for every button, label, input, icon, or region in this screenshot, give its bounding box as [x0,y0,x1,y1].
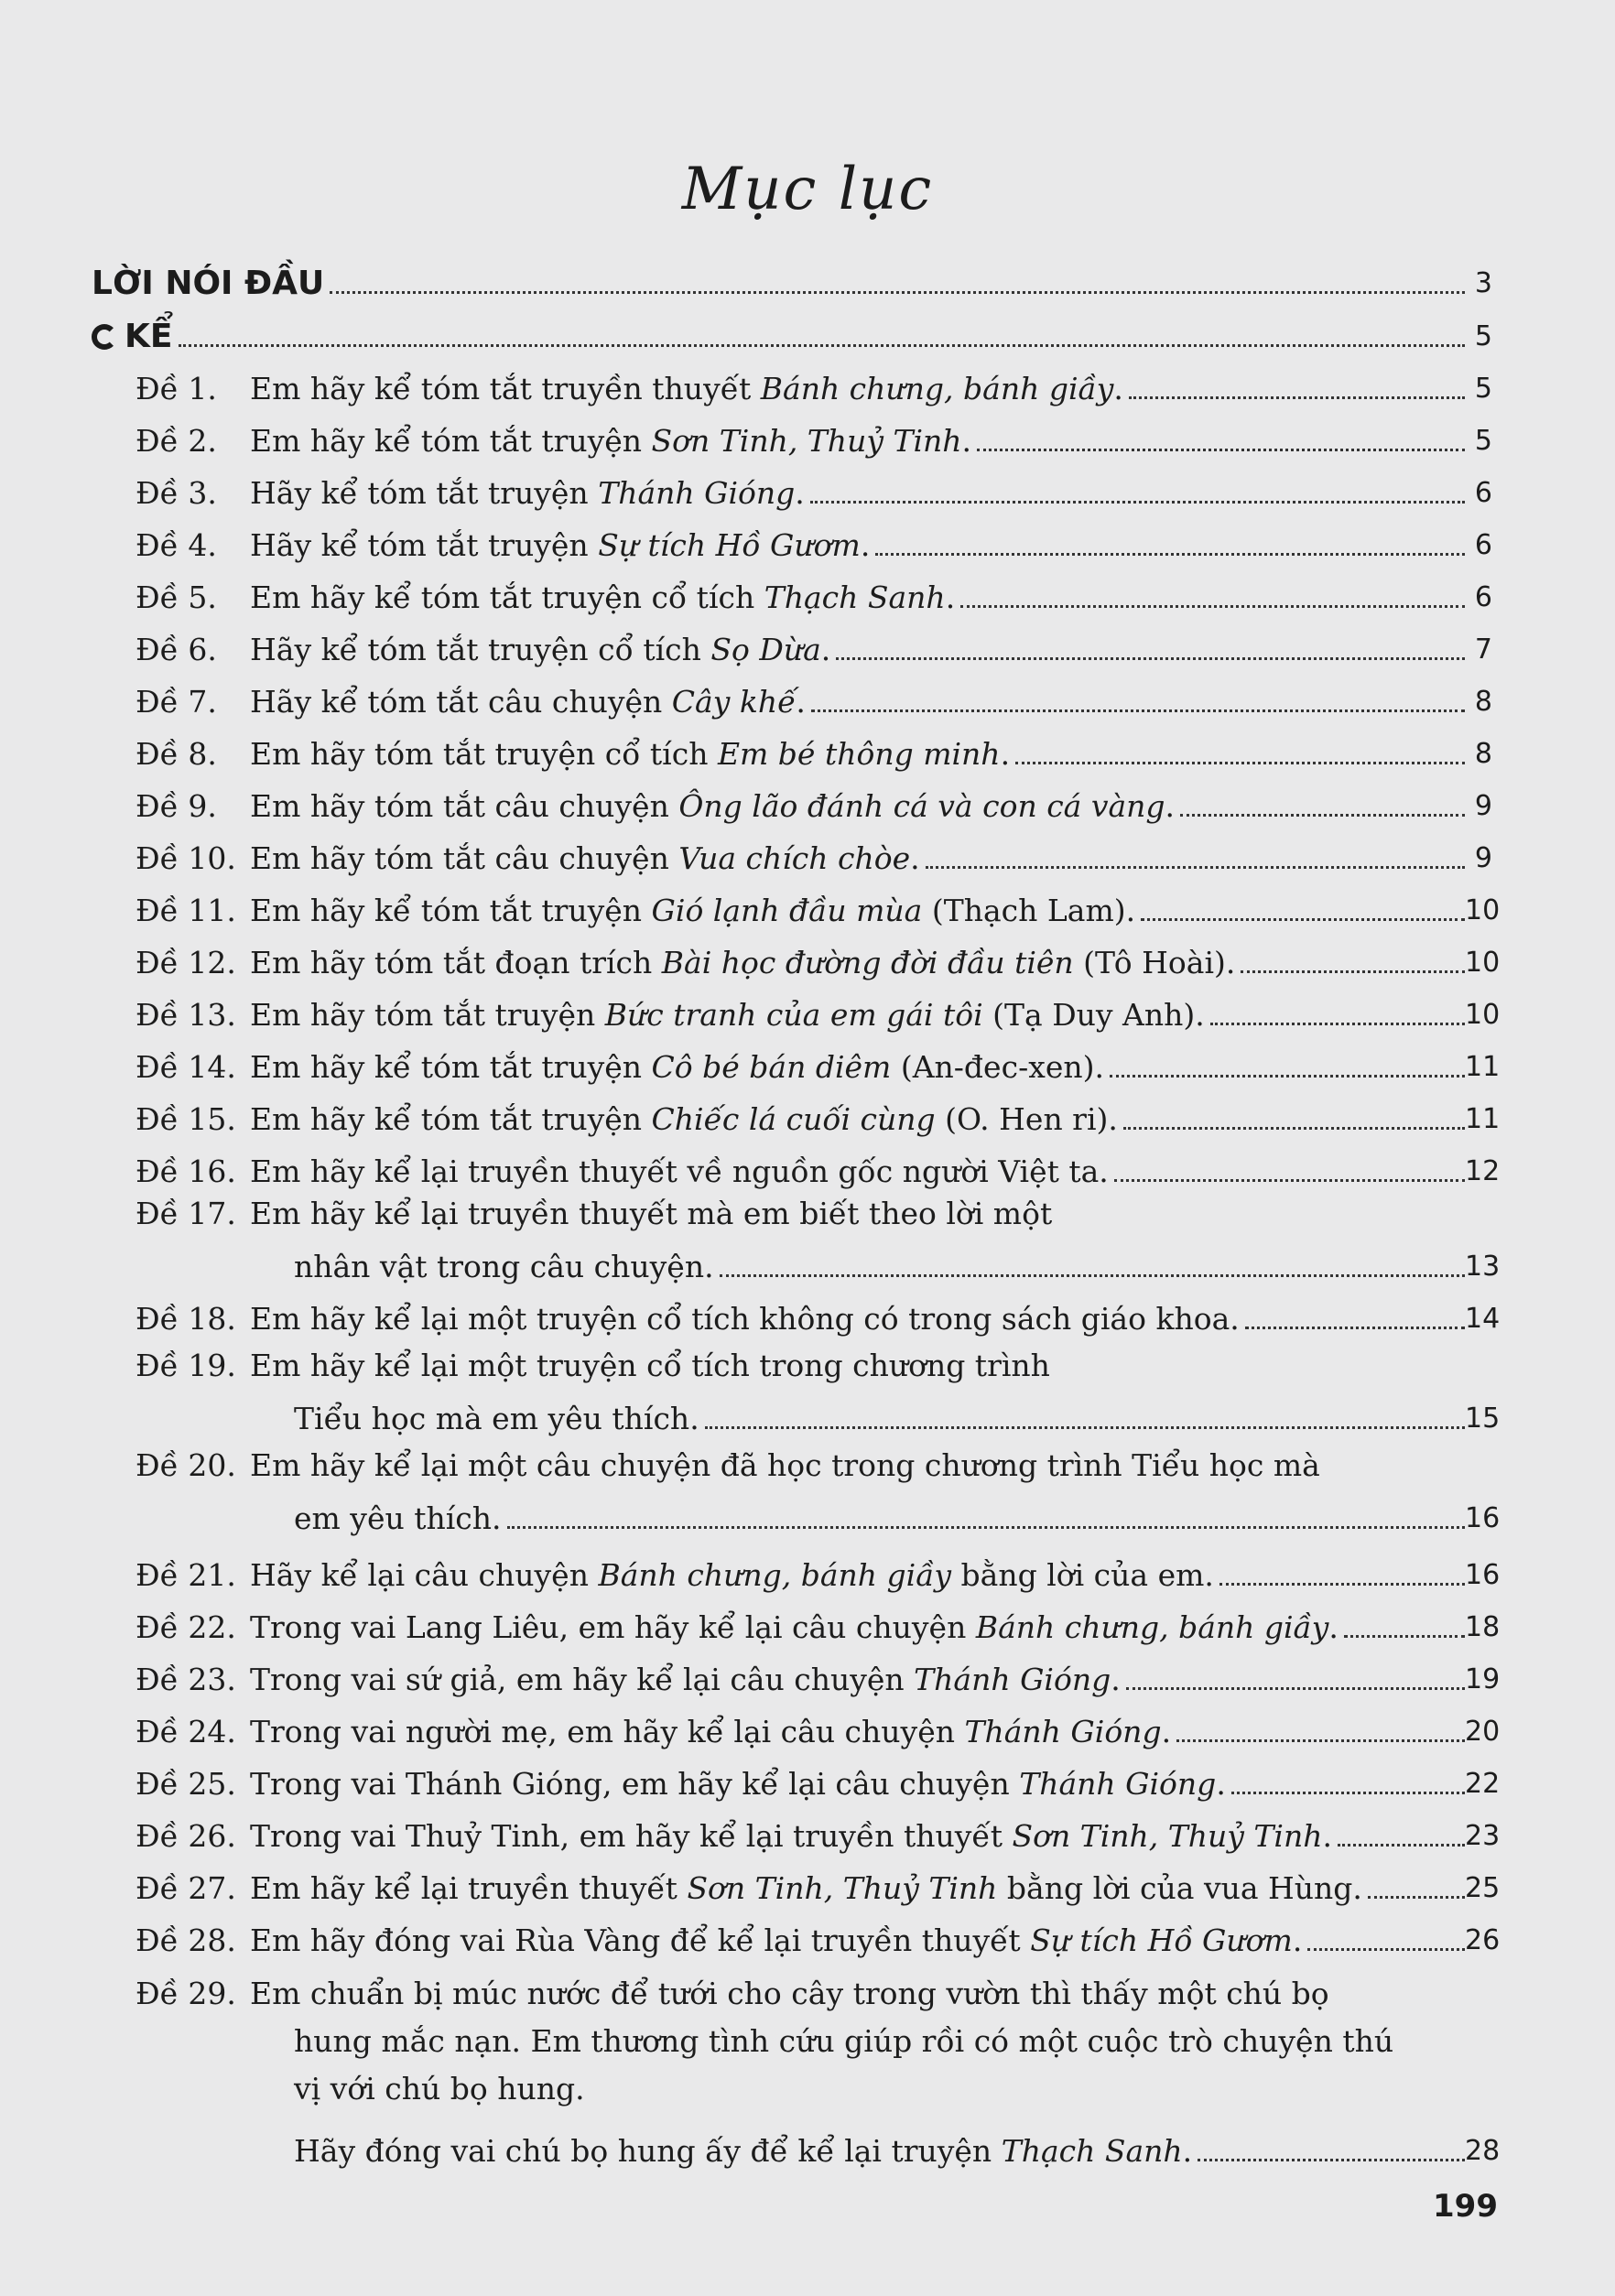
entry-title-italic: Bánh chưng, bánh giầy [760,371,1114,406]
entry-text-line: Em hãy kể lại một câu chuyện đã học trong chương trình Tiểu học mà [250,1447,1320,1483]
toc-page-number: 25 [1465,1872,1501,1904]
entry-title-italic: Bánh chưng, bánh giầy [975,1609,1329,1645]
toc-entry-23[interactable] [92,1646,1501,1698]
leader-dots [330,291,1465,294]
entry-text: Hãy kể tóm tắt truyện [250,475,599,511]
toc-entry-24[interactable] [92,1698,1501,1750]
entry-text: . [860,527,871,563]
entry-number: Đề 6. [135,632,217,667]
entry-number: Đề 9. [135,788,217,824]
toc-page-number: 15 [1465,1403,1501,1435]
toc-entry-8[interactable] [92,720,1492,773]
leader-dots [1344,1635,1465,1638]
leader-dots [1176,1739,1465,1742]
toc-page-number: 19 [1465,1663,1501,1695]
leader-dots [1338,1844,1465,1847]
entry-text: Hãy kể tóm tắt câu chuyện [250,684,672,720]
toc-entry-18[interactable] [92,1290,1501,1338]
entry-text: (An-đec-xen). [891,1049,1104,1085]
leader-dots [1307,1948,1465,1951]
leader-dots [705,1426,1465,1429]
entry-title-italic: Bức tranh của em gái tôi [604,997,983,1033]
entry-text: . [796,684,806,720]
entry-text: Em hãy kể tóm tắt truyện cổ tích [250,579,764,615]
entry-text: Em hãy kể lại truyền thuyết về nguồn gốc người Việt ta. [250,1153,1109,1189]
entry-title-italic: Thánh Gióng [1019,1766,1217,1802]
entry-text: Em hãy kể lại truyền thuyết [250,1870,688,1906]
entry-text: Em hãy kể tóm tắt truyện [250,423,652,459]
leader-dots [1180,814,1465,817]
entry-title-italic: Sơn Tinh, Thuỷ Tinh [1012,1818,1323,1854]
entry-text: Trong vai người mẹ, em hãy kể lại câu chuyện [250,1714,965,1749]
entry-text: Trong vai Thuỷ Tinh, em hãy kể lại truyền thuyết [250,1818,1013,1854]
entry-number: Đề 19. [135,1348,236,1383]
entry-number: Đề 20. [135,1447,236,1483]
entry-text: . [945,579,956,615]
leader-dots [179,344,1466,347]
toc-entry-22[interactable] [92,1594,1501,1646]
entry-text: . [795,475,805,511]
entry-title-italic: Vua chích chòe [678,840,911,876]
entry-title-italic: Cây khế [671,684,797,720]
toc-page-number: 22 [1465,1768,1501,1800]
entry-text-line: nhân vật trong câu chuyện. [294,1249,714,1284]
entry-number: Đề 17. [135,1196,236,1231]
toc-page-number: 28 [1465,2135,1501,2167]
toc-entry-16[interactable] [92,1138,1501,1190]
entry-title-italic: Gió lạnh đầu mùa [651,893,923,928]
entry-number: Đề 13. [135,997,236,1033]
toc-page-number: 5 [1474,373,1492,405]
entry-title-italic: Ông lão đánh cá và con cá vàng [678,788,1165,824]
entry-text-line: Tiểu học mà em yêu thích. [294,1401,699,1436]
leader-dots [960,605,1465,608]
toc-page-number: 8 [1474,686,1492,718]
toc-entry-20[interactable] [92,1442,1501,1537]
toc-label: KỂ [125,318,173,355]
leader-dots [836,657,1465,660]
toc-page-number: 20 [1465,1716,1501,1748]
toc-page-number: 9 [1474,842,1492,874]
entry-text: . [1000,736,1011,772]
entry-text: . [820,632,831,667]
entry-text: (Thạch Lam). [922,893,1136,928]
toc-entry-12[interactable] [92,929,1501,981]
leader-dots [875,553,1465,556]
toc-page-number: 14 [1465,1303,1501,1335]
toc-entry-28[interactable] [92,1907,1501,1959]
entry-text: . [1328,1609,1339,1645]
toc-entry-29[interactable] [92,1970,1501,2170]
toc-section-preface[interactable] [92,249,1492,302]
toc-page-number: 26 [1465,1924,1501,1956]
entry-number: Đề 4. [135,527,217,563]
entry-text: (Tô Hoài). [1073,945,1236,980]
entry-text: Em hãy tóm tắt câu chuyện [250,840,679,876]
entry-text-line: Em hãy kể lại một truyện cổ tích không có trong sách giáo khoa. [250,1301,1240,1337]
entry-text: Em hãy kể tóm tắt truyền thuyết [250,371,761,406]
leader-dots [1231,1792,1465,1794]
toc-page-number: 7 [1474,634,1492,666]
entry-number: Đề 14. [135,1049,236,1085]
toc-page-number: 23 [1465,1820,1501,1852]
entry-list-multi [92,1190,1501,1537]
entry-number: Đề 29. [135,1976,236,2011]
entry-text: (O. Hen ri). [935,1101,1118,1137]
entry-title-italic: Sơn Tinh, Thuỷ Tinh [651,423,962,459]
toc-page-number: 5 [1474,320,1492,352]
entry-title-italic: Sọ Dừa [710,632,821,667]
entry-number: Đề 15. [135,1101,236,1137]
toc-entry-14[interactable] [92,1034,1501,1086]
entry-text: Em hãy tóm tắt truyện cổ tích [250,736,718,772]
entry-title-italic: Thánh Gióng [914,1662,1111,1697]
leader-dots [977,449,1465,451]
leader-dots [1123,1127,1465,1130]
entry-number: Đề 12. [135,945,236,980]
entry-text: bằng lời của em. [951,1557,1214,1593]
toc-page-number: 16 [1465,1502,1501,1534]
toc-label: LỜI NÓI ĐẦU [92,265,325,302]
entry-text: Hãy kể lại câu chuyện [250,1557,599,1593]
toc-page-number: 8 [1474,738,1492,770]
entry-text: Trong vai Lang Liêu, em hãy kể lại câu chuyện [250,1609,976,1645]
leader-dots [1368,1896,1465,1899]
entry-number: Đề 22. [135,1609,236,1645]
toc-page-number: 16 [1465,1559,1501,1591]
entry-number: Đề 3. [135,475,217,511]
toc-entry-2[interactable] [92,407,1492,460]
entry-title-italic: Cô bé bán diêm [651,1049,892,1085]
leader-dots [1245,1327,1465,1329]
entry-text: Em hãy kể tóm tắt truyện [250,893,652,928]
leader-dots [1114,1179,1465,1182]
leader-dots [507,1526,1465,1529]
entry-number: Đề 11. [135,893,236,928]
leader-dots [811,709,1465,712]
entry-title-italic: Sự tích Hồ Gươm [598,527,861,563]
toc-entry-26[interactable] [92,1803,1501,1855]
entry-text: Hãy kể tóm tắt truyện cổ tích [250,632,711,667]
toc-entry-5[interactable] [92,564,1492,616]
entry-text: Em hãy tóm tắt truyện [250,997,605,1033]
toc-entry-21[interactable] [92,1542,1501,1594]
entry-text: . [1322,1818,1332,1854]
leader-dots [810,501,1465,504]
leader-dots [1219,1583,1465,1586]
entry-text: . [1216,1766,1226,1802]
entry-list-2 [92,1542,1501,1959]
entry-text: (Tạ Duy Anh). [982,997,1205,1033]
entry-title-italic: Thạch Sanh [764,579,946,615]
toc-page-number: 10 [1465,894,1501,926]
entry-text: bằng lời của vua Hùng. [997,1870,1362,1906]
toc-page-number: 6 [1474,581,1492,613]
entry-text: Em hãy tóm tắt đoạn trích [250,945,662,980]
entry-text: Em hãy kể tóm tắt truyện [250,1101,652,1137]
entry-number: Đề 7. [135,684,217,720]
entry-number: Đề 28. [135,1922,236,1958]
entry-number: Đề 27. [135,1870,236,1906]
entry-text-line: Em hãy kể lại một truyện cổ tích trong chương trình [250,1348,1050,1383]
entry-text: Hãy kể tóm tắt truyện [250,527,599,563]
leader-dots [926,866,1465,869]
entry-number: Đề 26. [135,1818,236,1854]
entry-number: Đề 1. [135,371,217,406]
toc-page-number: 5 [1474,425,1492,457]
toc-entry-3[interactable] [92,460,1492,512]
entry-text-line: Em hãy kể lại truyền thuyết mà em biết theo lời một [250,1196,1053,1231]
entry-title-italic: Thánh Gióng [598,475,796,511]
entry-number: Đề 5. [135,579,217,615]
entry-title-italic: Bài học đường đời đầu tiên [661,945,1074,980]
entry-number: Đề 21. [135,1557,236,1593]
entry-title-italic: Sự tích Hồ Gươm [1030,1922,1293,1958]
toc-page-number: 11 [1465,1051,1501,1083]
entry-title-italic: Em bé thông minh [717,736,1001,772]
toc-entry-15[interactable] [92,1086,1501,1138]
section-bullet-icon [92,324,117,350]
leader-dots [1210,1023,1465,1025]
page-number: 199 [1433,2188,1498,2225]
leader-dots [1141,918,1465,921]
leader-dots [1198,2159,1465,2161]
toc-entry-25[interactable] [92,1750,1501,1803]
leader-dots [1110,1075,1465,1078]
page-title: Mục lục [681,156,934,223]
table-of-contents [92,249,1501,2170]
leader-dots [1015,762,1465,764]
entry-number: Đề 2. [135,423,217,459]
entry-text: Trong vai sứ giả, em hãy kể lại câu chuyện [250,1662,915,1697]
leader-dots [1129,396,1465,399]
entry-number: Đề 18. [135,1301,236,1337]
entry-text-line: Em chuẩn bị múc nước để tưới cho cây trong vườn thì thấy một chú bọ [250,1976,1329,2011]
entry-text: . [1292,1922,1303,1958]
entry-text: . [910,840,920,876]
toc-page-number: 13 [1465,1251,1501,1283]
entry-title-italic: Bánh chưng, bánh giầy [598,1557,952,1593]
toc-page-number: 10 [1465,999,1501,1031]
toc-entry-10[interactable] [92,825,1492,877]
toc-entry-11[interactable] [92,877,1501,929]
entry-text-line: em yêu thích. [294,1500,502,1536]
leader-dots [1241,970,1465,973]
entry-title-italic: Sơn Tinh, Thuỷ Tinh [687,1870,998,1906]
entry-text: Em hãy tóm tắt câu chuyện [250,788,679,824]
entry-text-line [294,2133,1198,2170]
toc-entry-4[interactable] [92,512,1492,564]
entry-text: . [1111,1662,1121,1697]
toc-entry-7[interactable] [92,668,1492,720]
entry-number: Đề 25. [135,1766,236,1802]
entry-text: . [961,423,972,459]
entry-number: Đề 24. [135,1714,236,1749]
entry-text-line: vị với chú bọ hung. [294,2071,585,2106]
entry-number: Đề 23. [135,1662,236,1697]
toc-page-number: 11 [1465,1103,1501,1135]
leader-dots [720,1274,1465,1277]
entry-text: Trong vai Thánh Gióng, em hãy kể lại câu chuyện [250,1766,1020,1802]
toc-page-number: 12 [1465,1155,1501,1187]
entry-number: Đề 16. [135,1153,236,1189]
entry-list-1 [92,355,1501,1190]
entry-text: Em hãy đóng vai Rùa Vàng để kể lại truyền thuyết [250,1922,1031,1958]
entry-number: Đề 10. [135,840,236,876]
toc-page-number: 6 [1474,477,1492,509]
leader-dots [1126,1687,1465,1690]
entry-text-line: hung mắc nạn. Em thương tình cứu giúp rồi có một cuộc trò chuyện thú [294,2023,1394,2059]
toc-entry-17[interactable] [92,1190,1501,1285]
toc-page-number: 9 [1474,790,1492,822]
entry-title-italic: Chiếc lá cuối cùng [651,1101,936,1137]
entry-title-italic: Thạch Sanh [1001,2133,1183,2169]
entry-text: . [1165,788,1176,824]
entry-text: . [1182,2133,1193,2169]
toc-entry-19[interactable] [92,1342,1501,1437]
entry-text: . [1113,371,1123,406]
entry-text: Em hãy kể tóm tắt truyện [250,1049,652,1085]
entry-text: . [1161,1714,1172,1749]
toc-page-number: 10 [1465,947,1501,979]
toc-page-number: 6 [1474,529,1492,561]
toc-section-ke[interactable] [92,302,1492,355]
entry-number: Đề 8. [135,736,217,772]
toc-page-number: 3 [1474,267,1492,299]
toc-entry-13[interactable] [92,981,1501,1034]
entry-text: Hãy đóng vai chú bọ hung ấy để kể lại truyện [294,2133,1002,2169]
toc-page-number: 18 [1465,1611,1501,1643]
toc-entry-9[interactable] [92,773,1492,825]
entry-title-italic: Thánh Gióng [964,1714,1162,1749]
toc-entry-1[interactable] [92,355,1492,407]
toc-entry-27[interactable] [92,1855,1501,1907]
toc-entry-6[interactable] [92,616,1492,668]
